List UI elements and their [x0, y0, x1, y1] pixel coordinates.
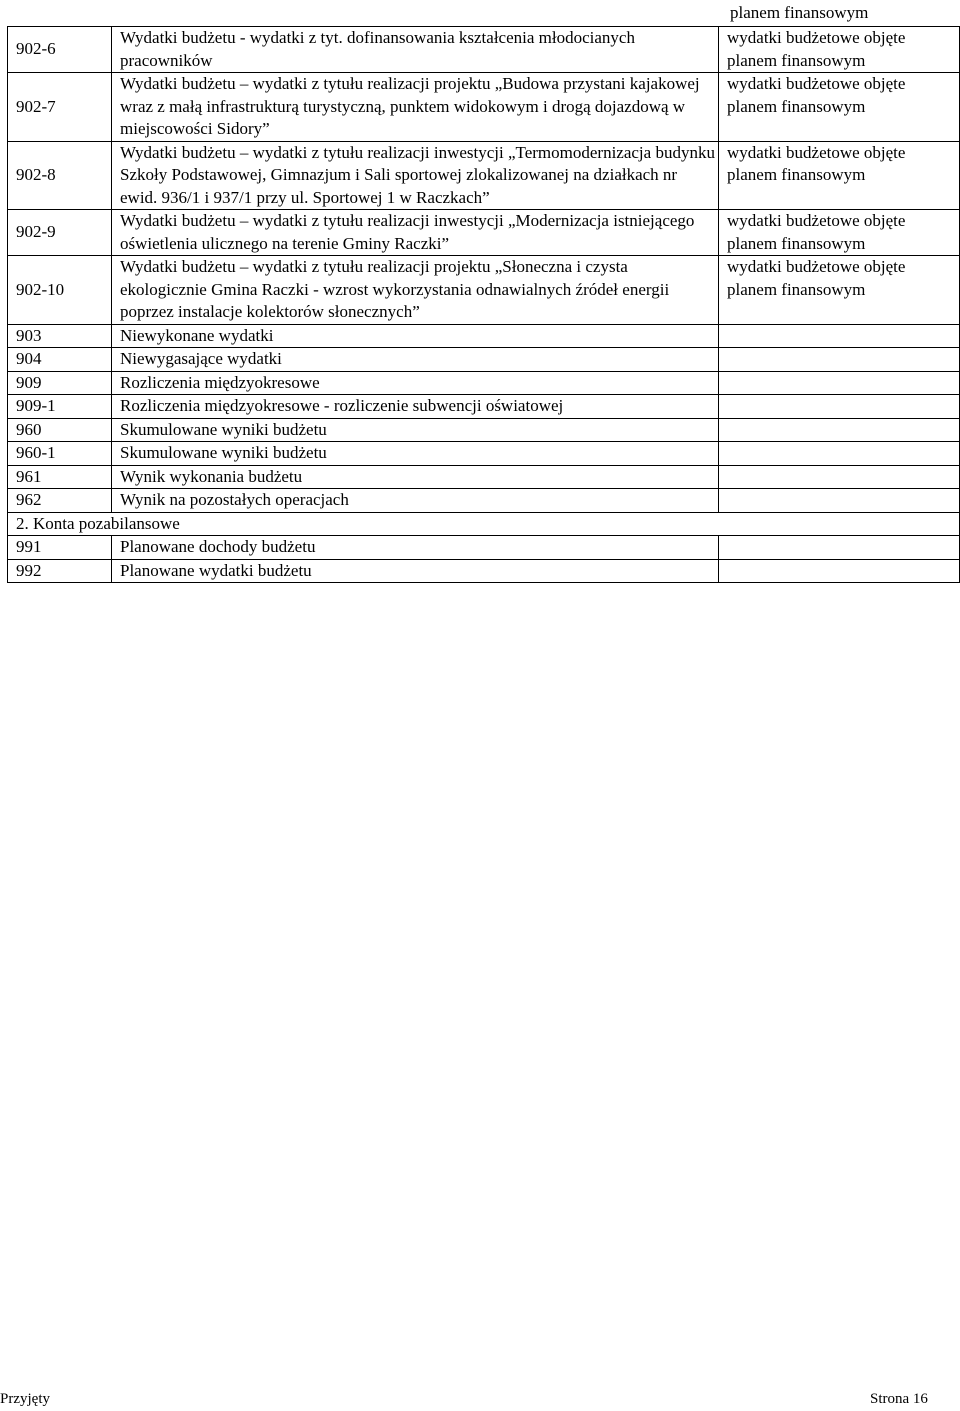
account-code: 909-1 [8, 395, 112, 419]
table-row [8, 489, 960, 513]
footer-status: Przyjęty [0, 1391, 50, 1407]
account-code: 992 [8, 559, 112, 583]
section-row [8, 512, 960, 536]
account-code: 991 [8, 536, 112, 560]
account-description: Planowane wydatki budżetu [112, 559, 719, 583]
account-description: Rozliczenia międzyokresowe - rozliczenie subwencji oświatowej [112, 395, 719, 419]
account-description: Skumulowane wyniki budżetu [112, 418, 719, 442]
account-code: 962 [8, 489, 112, 513]
account-code: 902-8 [8, 141, 112, 210]
account-note [719, 395, 960, 419]
account-description: Skumulowane wyniki budżetu [112, 442, 719, 466]
account-code: 961 [8, 465, 112, 489]
table-row [8, 395, 960, 419]
table-row [8, 418, 960, 442]
account-code: 904 [8, 348, 112, 372]
account-note [719, 371, 960, 395]
account-note: wydatki budżetowe objęte planem finansowym [719, 141, 960, 210]
account-code: 960-1 [8, 442, 112, 466]
table-row [8, 465, 960, 489]
account-code: 902-7 [8, 73, 112, 142]
account-code: 903 [8, 324, 112, 348]
account-description: Niewykonane wydatki [112, 324, 719, 348]
account-description: Rozliczenia międzyokresowe [112, 371, 719, 395]
account-note [719, 465, 960, 489]
accounts-table [7, 26, 960, 583]
account-description: Wynik na pozostałych operacjach [112, 489, 719, 513]
account-note: wydatki budżetowe objęte planem finansowym [719, 73, 960, 142]
account-description: Wydatki budżetu – wydatki z tytułu realizacji inwestycji „Termomodernizacja budynku Szkoły Podstawowej, Gimnazjum i Sali sportowej zlokalizowanej na działkach nr ewid. 936/1 i 937/1 przy ul. Sportowej 1 w Raczkach” [112, 141, 719, 210]
account-code: 902-6 [8, 27, 112, 73]
table-row [8, 348, 960, 372]
account-code: 902-10 [8, 256, 112, 325]
account-note [719, 418, 960, 442]
account-note [719, 489, 960, 513]
table-row [8, 210, 960, 256]
account-description: Planowane dochody budżetu [112, 536, 719, 560]
account-note: wydatki budżetowe objęte planem finansowym [719, 256, 960, 325]
account-description: Wynik wykonania budżetu [112, 465, 719, 489]
account-note [719, 559, 960, 583]
account-code: 960 [8, 418, 112, 442]
account-description: Wydatki budżetu - wydatki z tyt. dofinansowania kształcenia młodocianych pracowników [112, 27, 719, 73]
table-row [8, 141, 960, 210]
account-code: 909 [8, 371, 112, 395]
table-row [8, 442, 960, 466]
table-row [8, 371, 960, 395]
table-row [8, 559, 960, 583]
account-note [719, 348, 960, 372]
table-row [8, 27, 960, 73]
table-row [8, 256, 960, 325]
table-row [8, 73, 960, 142]
account-note [719, 442, 960, 466]
account-description: Niewygasające wydatki [112, 348, 719, 372]
account-description: Wydatki budżetu – wydatki z tytułu realizacji inwestycji „Modernizacja istniejącego oświetlenia ulicznego na terenie Gminy Raczki” [112, 210, 719, 256]
section-title: 2. Konta pozabilansowe [8, 512, 960, 536]
table-row [8, 536, 960, 560]
carryover-note: planem finansowym [730, 3, 869, 22]
account-description: Wydatki budżetu – wydatki z tytułu realizacji projektu „Budowa przystani kajakowej wraz z małą infrastrukturą turystyczną, punktem widokowym i drogą dojazdową w miejscowości Sidory” [112, 73, 719, 142]
account-note [719, 536, 960, 560]
account-note [719, 324, 960, 348]
table-row [8, 324, 960, 348]
page-number: Strona 16 [870, 1391, 928, 1407]
account-description: Wydatki budżetu – wydatki z tytułu realizacji projektu „Słoneczna i czysta ekologicznie Gmina Raczki - wzrost wykorzystania odnawialnych źródeł energii poprzez instalacje kolektorów słonecznych” [112, 256, 719, 325]
account-note: wydatki budżetowe objęte planem finansowym [719, 210, 960, 256]
account-note: wydatki budżetowe objęte planem finansowym [719, 27, 960, 73]
account-code: 902-9 [8, 210, 112, 256]
